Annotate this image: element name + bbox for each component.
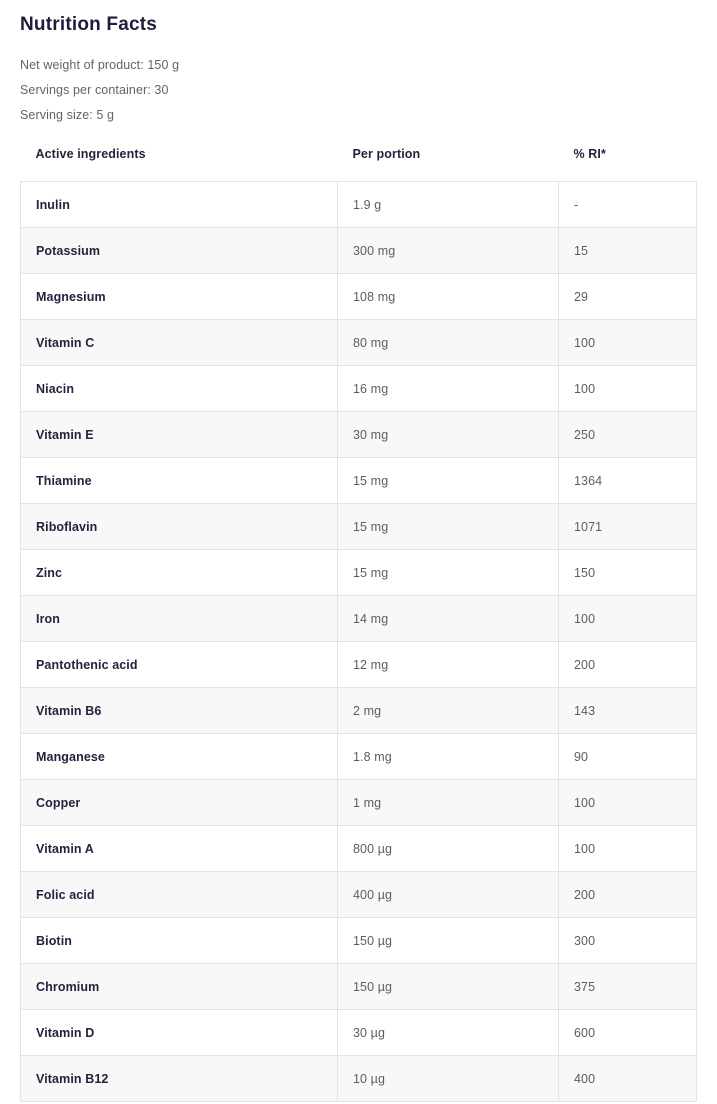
per-portion-cell: 12 mg xyxy=(338,642,559,688)
ri-percent-cell: 90 xyxy=(559,734,697,780)
table-row xyxy=(21,918,697,964)
table-row xyxy=(21,964,697,1010)
ingredient-cell: Inulin xyxy=(21,182,338,228)
table-row xyxy=(21,688,697,734)
per-portion-cell: 15 mg xyxy=(338,550,559,596)
column-header-ri-percent: % RI* xyxy=(559,141,697,182)
nutrition-table xyxy=(20,141,697,1102)
table-row xyxy=(21,412,697,458)
per-portion-cell: 108 mg xyxy=(338,274,559,320)
per-portion-cell: 80 mg xyxy=(338,320,559,366)
per-portion-cell: 30 mg xyxy=(338,412,559,458)
ingredient-cell: Copper xyxy=(21,780,338,826)
ingredient-cell: Manganese xyxy=(21,734,338,780)
ri-percent-cell: 300 xyxy=(559,918,697,964)
ingredient-cell: Vitamin D xyxy=(21,1010,338,1056)
ri-percent-cell: 100 xyxy=(559,780,697,826)
ri-percent-cell: - xyxy=(559,182,697,228)
ingredient-cell: Iron xyxy=(21,596,338,642)
table-row xyxy=(21,642,697,688)
per-portion-cell: 400 µg xyxy=(338,872,559,918)
table-row xyxy=(21,872,697,918)
per-portion-cell: 150 µg xyxy=(338,918,559,964)
table-row xyxy=(21,182,697,228)
table-row xyxy=(21,228,697,274)
ingredient-cell: Vitamin A xyxy=(21,826,338,872)
ri-percent-cell: 143 xyxy=(559,688,697,734)
per-portion-cell: 16 mg xyxy=(338,366,559,412)
table-row xyxy=(21,1010,697,1056)
ri-percent-cell: 100 xyxy=(559,596,697,642)
per-portion-cell: 30 µg xyxy=(338,1010,559,1056)
per-portion-cell: 14 mg xyxy=(338,596,559,642)
table-row xyxy=(21,366,697,412)
ingredient-cell: Zinc xyxy=(21,550,338,596)
per-portion-cell: 1 mg xyxy=(338,780,559,826)
per-portion-cell: 15 mg xyxy=(338,504,559,550)
ri-percent-cell: 150 xyxy=(559,550,697,596)
ingredient-cell: Vitamin C xyxy=(21,320,338,366)
ri-percent-cell: 375 xyxy=(559,964,697,1010)
table-row xyxy=(21,504,697,550)
ri-percent-cell: 100 xyxy=(559,366,697,412)
table-row xyxy=(21,550,697,596)
ri-percent-cell: 29 xyxy=(559,274,697,320)
table-header xyxy=(21,141,697,182)
ri-percent-cell: 250 xyxy=(559,412,697,458)
ri-percent-cell: 1364 xyxy=(559,458,697,504)
table-row xyxy=(21,274,697,320)
per-portion-cell: 1.8 mg xyxy=(338,734,559,780)
ri-percent-cell: 1071 xyxy=(559,504,697,550)
per-portion-cell: 1.9 g xyxy=(338,182,559,228)
table-row xyxy=(21,826,697,872)
product-meta xyxy=(20,56,696,125)
net-weight-text: Net weight of product: 150 g xyxy=(20,58,180,72)
per-portion-cell: 2 mg xyxy=(338,688,559,734)
ri-percent-cell: 200 xyxy=(559,642,697,688)
ri-percent-cell: 200 xyxy=(559,872,697,918)
ingredient-cell: Chromium xyxy=(21,964,338,1010)
ingredient-cell: Biotin xyxy=(21,918,338,964)
ri-percent-cell: 600 xyxy=(559,1010,697,1056)
serving-size-text: Serving size: 5 g xyxy=(20,108,115,122)
ri-percent-cell: 100 xyxy=(559,826,697,872)
table-row xyxy=(21,596,697,642)
table-body xyxy=(21,182,697,1102)
table-row xyxy=(21,320,697,366)
table-header-row xyxy=(21,141,697,182)
ri-percent-cell: 400 xyxy=(559,1056,697,1102)
ingredient-cell: Vitamin E xyxy=(21,412,338,458)
table-row xyxy=(21,780,697,826)
servings-per-container-text: Servings per container: 30 xyxy=(20,83,169,97)
ingredient-cell: Potassium xyxy=(21,228,338,274)
table-row xyxy=(21,1056,697,1102)
ingredient-cell: Pantothenic acid xyxy=(21,642,338,688)
ingredient-cell: Niacin xyxy=(21,366,338,412)
ingredient-cell: Riboflavin xyxy=(21,504,338,550)
ingredient-cell: Folic acid xyxy=(21,872,338,918)
column-header-per-portion: Per portion xyxy=(338,141,559,182)
table-row xyxy=(21,458,697,504)
page-title: Nutrition Facts xyxy=(20,14,158,35)
ingredient-cell: Thiamine xyxy=(21,458,338,504)
per-portion-cell: 15 mg xyxy=(338,458,559,504)
table-row xyxy=(21,734,697,780)
ingredient-cell: Vitamin B6 xyxy=(21,688,338,734)
per-portion-cell: 150 µg xyxy=(338,964,559,1010)
ri-percent-cell: 15 xyxy=(559,228,697,274)
per-portion-cell: 800 µg xyxy=(338,826,559,872)
ingredient-cell: Vitamin B12 xyxy=(21,1056,338,1102)
per-portion-cell: 300 mg xyxy=(338,228,559,274)
ri-percent-cell: 100 xyxy=(559,320,697,366)
ingredient-cell: Magnesium xyxy=(21,274,338,320)
per-portion-cell: 10 µg xyxy=(338,1056,559,1102)
column-header-active-ingredients: Active ingredients xyxy=(21,141,338,182)
